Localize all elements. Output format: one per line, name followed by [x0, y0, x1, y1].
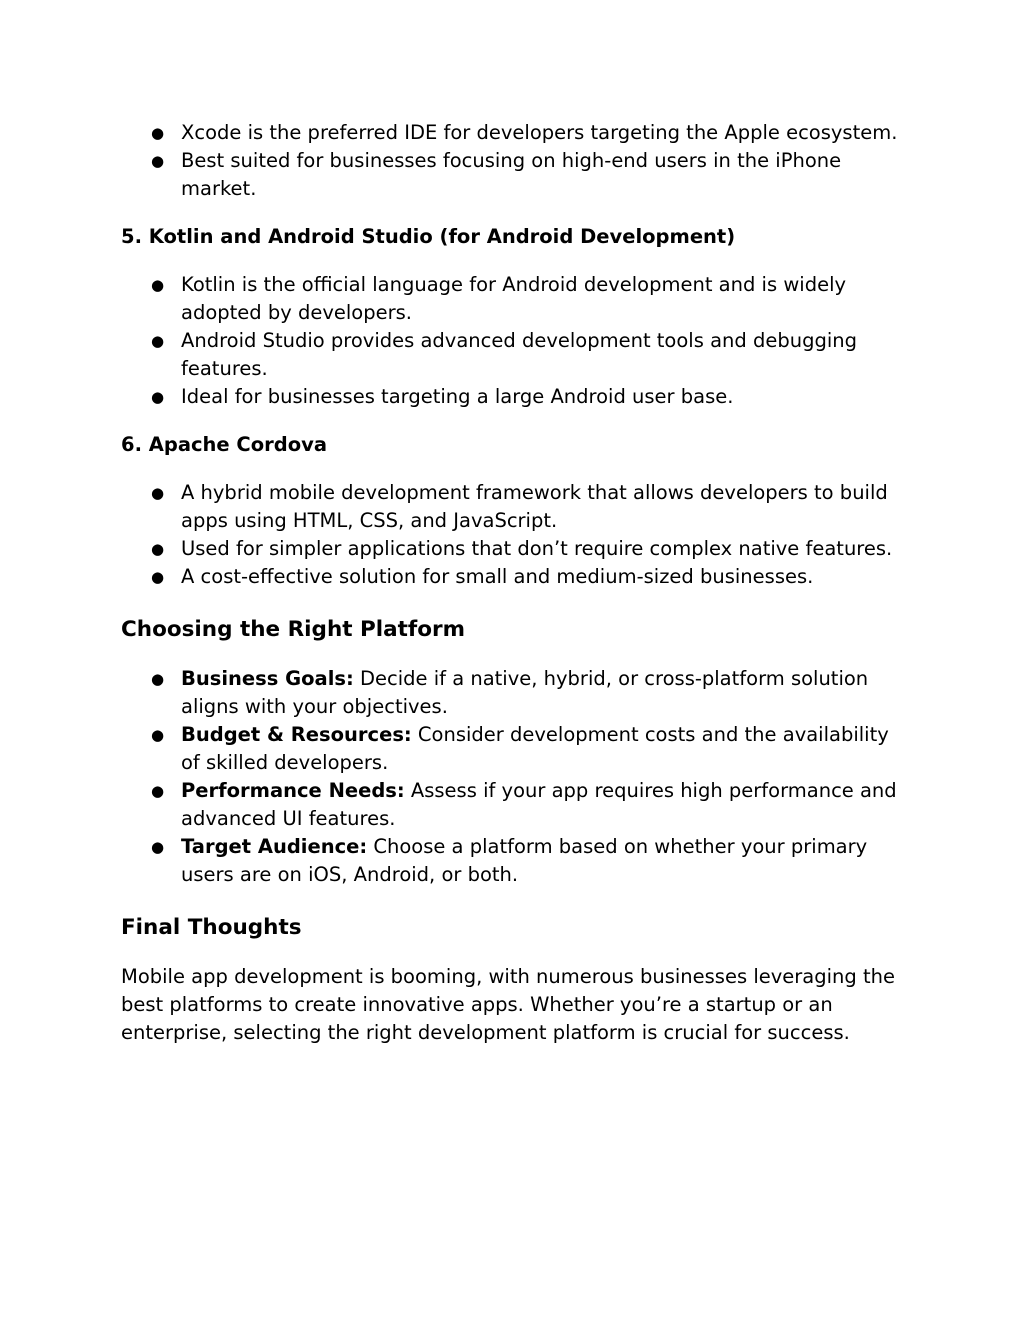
bullet-icon: ●: [151, 332, 165, 350]
xcode-bullet-list: [121, 119, 911, 203]
list-item: [121, 479, 911, 535]
list-item: [121, 535, 911, 563]
final-paragraph: Mobile app development is booming, with numerous businesses leveraging the best platforms to create innovative apps. Whether you’re a startup or an enterprise, selecting the right development platform is crucial for success.: [121, 965, 895, 1044]
bullet-icon: ●: [151, 484, 165, 502]
list-item-text: Xcode is the preferred IDE for developers targeting the Apple ecosystem.: [181, 121, 898, 144]
list-item: [121, 147, 911, 203]
list-item-text: Ideal for businesses targeting a large Android user base.: [181, 385, 734, 408]
list-item-text: Kotlin is the official language for Android development and is widely adopted by developers.: [181, 273, 847, 324]
list-item-text: Used for simpler applications that don’t require complex native features.: [181, 537, 893, 560]
bullet-icon: ●: [151, 276, 165, 294]
list-item-text: Assess if your app requires high performance and advanced UI features.: [181, 779, 897, 830]
bullet-icon: ●: [151, 152, 165, 170]
choosing-bullet-list: [121, 665, 911, 889]
section-heading-final: Final Thoughts: [121, 915, 302, 940]
list-item: [121, 721, 911, 777]
bullet-icon: ●: [151, 540, 165, 558]
bullet-icon: ●: [151, 568, 165, 586]
list-item: [121, 383, 911, 411]
bullet-icon: ●: [151, 670, 165, 688]
list-item: [121, 833, 911, 889]
list-item-label: Business Goals:: [181, 667, 354, 690]
list-item-label: Budget & Resources:: [181, 723, 412, 746]
list-item-text: A hybrid mobile development framework that allows developers to build apps using HTML, CSS, and JavaScript.: [181, 481, 888, 532]
kotlin-bullet-list: [121, 271, 911, 411]
list-item: [121, 119, 911, 147]
list-item: [121, 271, 911, 327]
cordova-bullet-list: [121, 479, 911, 591]
list-item-label: Performance Needs:: [181, 779, 405, 802]
section-heading-kotlin: 5. Kotlin and Android Studio (for Android Development): [121, 225, 736, 248]
list-item-text: Consider development costs and the availability of skilled developers.: [181, 723, 889, 774]
section-heading-choosing: Choosing the Right Platform: [121, 617, 466, 642]
section-heading-cordova: 6. Apache Cordova: [121, 433, 327, 456]
list-item-text: Choose a platform based on whether your primary users are on iOS, Android, or both.: [181, 835, 868, 886]
list-item-text: A cost-effective solution for small and medium-sized businesses.: [181, 565, 814, 588]
document-page: [121, 119, 911, 1047]
bullet-icon: ●: [151, 388, 165, 406]
list-item-text: Android Studio provides advanced development tools and debugging features.: [181, 329, 857, 380]
bullet-icon: ●: [151, 726, 165, 744]
list-item-text: Decide if a native, hybrid, or cross-platform solution aligns with your objectives.: [181, 667, 869, 718]
list-item: [121, 327, 911, 383]
list-item: [121, 777, 911, 833]
list-item-text: Best suited for businesses focusing on high-end users in the iPhone market.: [181, 149, 842, 200]
bullet-icon: ●: [151, 782, 165, 800]
list-item: [121, 563, 911, 591]
bullet-icon: ●: [151, 838, 165, 856]
list-item: [121, 665, 911, 721]
bullet-icon: ●: [151, 124, 165, 142]
list-item-label: Target Audience:: [181, 835, 368, 858]
